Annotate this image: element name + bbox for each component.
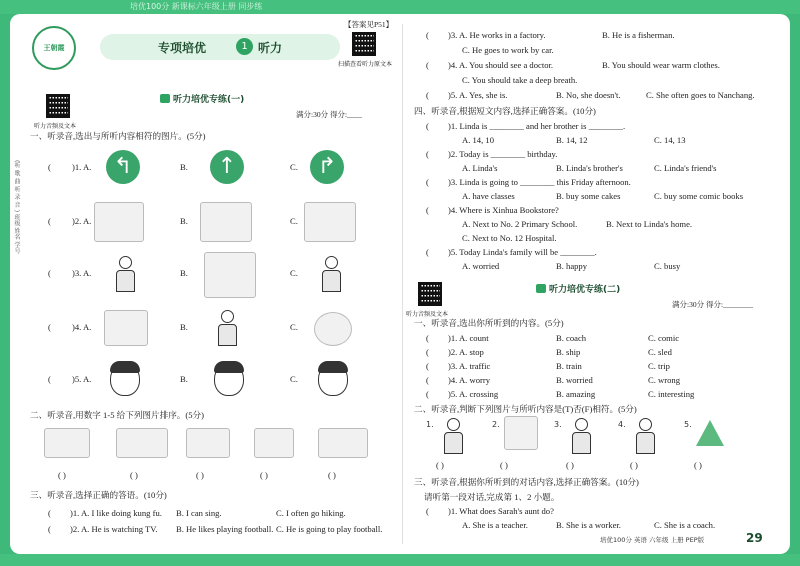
tf-num-2: 2. (492, 420, 500, 429)
order-bracket-4[interactable]: ( ) (260, 470, 268, 480)
title-part2: 听力 (258, 41, 283, 55)
bracket-r3: ( (426, 30, 429, 40)
r3-c: C. trip (648, 361, 670, 371)
section2-title (536, 282, 620, 295)
r2-a: )2. A. stop (448, 347, 484, 357)
left-part1-title: 一、听录音,选出与所听内容相符的图片。(5分) (30, 131, 206, 141)
boy-face-b (214, 362, 244, 396)
r-item3-b: B. He is a fisherman. (602, 30, 675, 40)
q4-b-label: B. (180, 322, 188, 332)
tf-bracket-3[interactable]: ( ) (566, 460, 574, 470)
r2-c: C. sled (648, 347, 672, 357)
family-picnic-picture (200, 202, 252, 242)
q1-b-label: B. (180, 162, 188, 172)
brand-logo: 王朝霞 (32, 26, 76, 70)
bracket-r5: ( (426, 90, 429, 100)
p3-item2-b: B. He likes playing football. (176, 524, 274, 534)
p3-item2-a: )2. A. He is watching TV. (70, 524, 158, 534)
q3-label: )3. A. (72, 268, 92, 278)
rp3-a: A. She is a teacher. (462, 520, 528, 530)
bracket-p4-5: ( (426, 247, 429, 257)
bracket-q4: ( (48, 322, 51, 332)
bracket-p4-1: ( (426, 121, 429, 131)
q2-c-label: C. (290, 216, 298, 226)
cinema-picture (318, 428, 368, 458)
qr-code-right[interactable] (352, 32, 376, 56)
p3-item1-c: C. I often go hiking. (276, 508, 346, 518)
rp3-c: C. She is a coach. (654, 520, 716, 530)
bracket-p3-1: ( (48, 508, 51, 518)
bottom-banner (0, 554, 800, 566)
r4-a: )4. A. worry (448, 375, 491, 385)
window-building-picture (104, 310, 148, 346)
p4-q2-a: A. Linda's (462, 163, 498, 173)
p4-q1-a: A. 14, 10 (462, 135, 494, 145)
r1-a: )1. A. count (448, 333, 489, 343)
tf-bracket-2[interactable]: ( ) (500, 460, 508, 470)
section2-title-text: 听力培优专练(二) (549, 285, 621, 295)
turn-left-arrow-icon: ↰ (106, 150, 140, 184)
q3-c-label: C. (290, 268, 298, 278)
r3-a: )3. A. traffic (448, 361, 491, 371)
kids-playing-picture (94, 202, 144, 242)
bus-picture (44, 428, 90, 458)
column-divider (402, 24, 403, 544)
q4-c-label: C. (290, 322, 298, 332)
bracket-r1-5: ( (426, 389, 429, 399)
r5-b: B. amazing (556, 389, 596, 399)
p4-q4-b: B. Next to Linda's home. (606, 219, 693, 229)
r-part2-title: 二、听录音,判断下列图片与所听内容是(T)否(F)相符。(5分) (414, 404, 637, 414)
q2-label: )2. A. (72, 216, 92, 226)
p4-q5: )5. Today Linda's family will be ________. (448, 247, 597, 257)
order-bracket-5[interactable]: ( ) (328, 470, 336, 480)
p3-item1-a: )1. A. I like doing kung fu. (70, 508, 162, 518)
r-part1-title: 一、听录音,选出你所听到的内容。(5分) (414, 318, 564, 328)
bracket-r1-2: ( (426, 347, 429, 357)
p4-q3-a: A. have classes (462, 191, 515, 201)
painter-figure (568, 418, 594, 456)
qr-caption-left: 听力音频及文本 (34, 124, 77, 130)
qr-code-section2[interactable] (418, 282, 442, 306)
tf-bracket-5[interactable]: ( ) (694, 460, 702, 470)
title-bar (100, 34, 340, 60)
title-part1: 专项培优 (158, 41, 207, 55)
side-text: (听 歌 曲 听 录 音 ) 班级 姓名 学号 (13, 160, 20, 254)
r4-c: C. wrong (648, 375, 680, 385)
bracket-q5: ( (48, 374, 51, 384)
score-line-2: 满分:30分 得分:________ (672, 300, 754, 309)
p4-q1-b: B. 14, 12 (556, 135, 588, 145)
bracket-p4-3: ( (426, 177, 429, 187)
headphone-icon (536, 284, 546, 293)
classroom-picture (304, 202, 356, 242)
order-bracket-1[interactable]: ( ) (58, 470, 66, 480)
p3-item1-b: B. I can sing. (176, 508, 222, 518)
bracket-r1-1: ( (426, 333, 429, 343)
banner-text: 培优100分 新课标六年级上册 同步练 (130, 2, 263, 11)
score-line-1: 满分:30分 得分:____ (296, 110, 363, 119)
qr-code-left[interactable] (46, 94, 70, 118)
r-item4-b: B. You should wear warm clothes. (602, 60, 720, 70)
school-picture (116, 428, 168, 458)
pilot-airplane-picture (204, 252, 256, 298)
p4-q4-c: C. Next to No. 12 Hospital. (462, 233, 557, 243)
tf-num-5: 5. (684, 420, 692, 429)
right-part4-title: 四、听录音,根据短文内容,选择正确答案。(10分) (414, 106, 596, 116)
bracket-r4: ( (426, 60, 429, 70)
q1-c-label: C. (290, 162, 298, 172)
tf-bracket-1[interactable]: ( ) (436, 460, 444, 470)
q2-b-label: B. (180, 216, 188, 226)
policeman-figure (112, 256, 138, 294)
p4-q4: )4. Where is Xinhua Bookstore? (448, 205, 559, 215)
tf-bracket-4[interactable]: ( ) (630, 460, 638, 470)
bracket-p3-2: ( (48, 524, 51, 534)
q5-c-label: C. (290, 374, 298, 384)
tf-num-3: 3. (554, 420, 562, 429)
reading-picture (254, 428, 294, 458)
r3-b: B. train (556, 361, 582, 371)
go-straight-arrow-icon: ↑ (210, 150, 244, 184)
bracket-q2: ( (48, 216, 51, 226)
tf-num-1: 1. (426, 420, 434, 429)
businessman-figure (318, 256, 344, 294)
r-item3-a: )3. A. He works in a factory. (448, 30, 546, 40)
rp3-b: B. She is a worker. (556, 520, 621, 530)
q5-label: )5. A. (72, 374, 92, 384)
bracket-rp3-1: ( (426, 506, 429, 516)
left-part2-title: 二、听录音,用数字 1-5 给下列图片排序。(5分) (30, 410, 205, 420)
page-number: 29 (746, 531, 763, 545)
r4-b: B. worried (556, 375, 593, 385)
left-part3-title: 三、听录音,选择正确的答语。(10分) (30, 490, 167, 500)
order-bracket-3[interactable]: ( ) (196, 470, 204, 480)
p4-q3-c: C. buy some comic books (654, 191, 744, 201)
taxi-picture (186, 428, 230, 458)
qr-caption-section2: 听力音频及文本 (406, 312, 449, 318)
sick-kid-picture (314, 312, 352, 346)
bracket-r1-3: ( (426, 361, 429, 371)
warning-sign-icon (696, 420, 724, 446)
r1-b: B. coach (556, 333, 587, 343)
r-item4-a: )4. A. You should see a doctor. (448, 60, 554, 70)
p4-q3-b: B. buy some cakes (556, 191, 621, 201)
bracket-q3: ( (48, 268, 51, 278)
order-bracket-2[interactable]: ( ) (130, 470, 138, 480)
boy-walking-figure (440, 418, 466, 456)
r2-b: B. ship (556, 347, 581, 357)
answer-reference: 【答案见P51】 (344, 20, 394, 29)
q1-label: )1. A. (72, 162, 92, 172)
p4-q1: )1. Linda is ________ and her brother is ________. (448, 121, 626, 131)
rp3-q1: )1. What does Sarah's aunt do? (448, 506, 554, 516)
r5-a: )5. A. crossing (448, 389, 499, 399)
bracket-q1: ( (48, 162, 51, 172)
bracket-r1-4: ( (426, 375, 429, 385)
p3-item2-c: C. He is going to play football. (276, 524, 383, 534)
bracket-p4-4: ( (426, 205, 429, 215)
r5-c: C. interesting (648, 389, 695, 399)
r-item5-b: B. No, she doesn't. (556, 90, 621, 100)
q4-label: )4. A. (72, 322, 92, 332)
q5-b-label: B. (180, 374, 188, 384)
title-number: 1 (236, 38, 253, 55)
p4-q2-b: B. Linda's brother's (556, 163, 623, 173)
p4-q5-c: C. busy (654, 261, 681, 271)
footer-text: 培优100分 英语 六年级 上册 PEP版 (600, 536, 705, 544)
p4-q4-a: A. Next to No. 2 Primary School. (462, 219, 578, 229)
p4-q2: )2. Today is ________ birthday. (448, 149, 558, 159)
tf-num-4: 4. (618, 420, 626, 429)
top-banner (0, 0, 800, 14)
q3-b-label: B. (180, 268, 188, 278)
r-item5-a: )5. A. Yes, she is. (448, 90, 508, 100)
p4-q3: )3. Linda is going to ________ this Friday afternoon. (448, 177, 631, 187)
bracket-p4-2: ( (426, 149, 429, 159)
headphone-icon (160, 94, 170, 103)
teacher-board-picture (504, 416, 538, 450)
r-part3-sub: 请听第一段对话,完成第 1、2 小题。 (424, 492, 560, 502)
r1-c: C. comic (648, 333, 680, 343)
kid-flying-figure (632, 418, 658, 456)
qr-caption-right: 扫描查看听力原文本 (338, 62, 393, 68)
p4-q5-b: B. happy (556, 261, 588, 271)
r-item5-c: C. She often goes to Nanchang. (646, 90, 755, 100)
kid-exercising-figure (214, 310, 240, 348)
r-item4-c: C. You should take a deep breath. (462, 75, 578, 85)
turn-right-arrow-icon: ↱ (310, 150, 344, 184)
section1-title-text: 听力培优专练(一) (173, 95, 245, 105)
r-part3-title: 三、听录音,根据你所听到的对话内容,选择正确答案。(10分) (414, 477, 639, 487)
p4-q1-c: C. 14, 13 (654, 135, 686, 145)
boy-face-a (110, 362, 140, 396)
boy-face-c (318, 362, 348, 396)
p4-q2-c: C. Linda's friend's (654, 163, 717, 173)
section1-title (160, 92, 244, 105)
r-item3-c: C. He goes to work by car. (462, 45, 554, 55)
p4-q5-a: A. worried (462, 261, 500, 271)
